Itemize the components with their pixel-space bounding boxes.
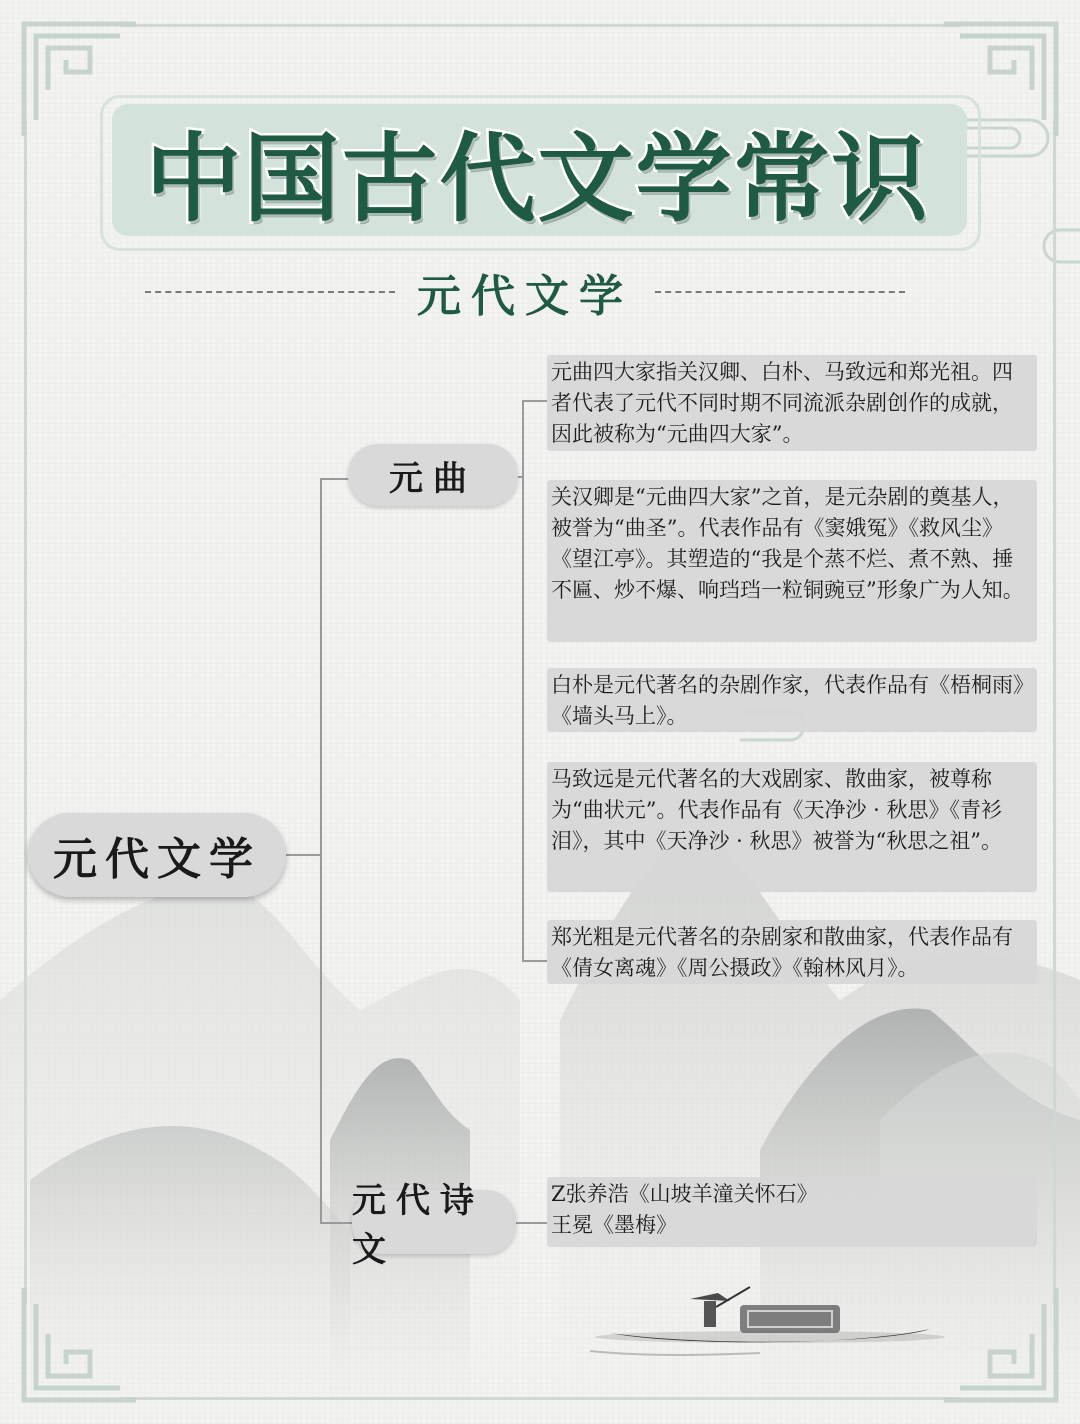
subtitle-row (145, 262, 905, 322)
leaf-four-masters: 元曲四大家指关汉卿、白朴、马致远和郑光祖。四者代表了元代不同时期不同流派杂剧创作的成就，因此被称为“元曲四大家”。 (547, 355, 1037, 451)
leaf-ma-zhiyuan: 马致远是元代著名的大戏剧家、散曲家，被尊称为“曲状元”。代表作品有《天净沙 · 秋思》《青衫泪》，其中《天净沙 · 秋思》被誉为“秋思之祖”。 (547, 762, 1037, 892)
connector-leaf5 (522, 960, 547, 962)
border-top (120, 24, 960, 27)
connector-shiwen-leaf (516, 1222, 547, 1224)
connector-root-stem (286, 854, 320, 856)
poetry-work-item: Z张养浩《山坡羊潼关怀石》 (551, 1182, 818, 1206)
connector-to-yuanqu (320, 478, 350, 480)
page-subtitle: 元代文学 (417, 271, 633, 322)
page-title: 中国古代文学常识 (145, 122, 930, 235)
border-left (24, 120, 27, 1304)
poetry-work-item: 王冕《墨梅》 (551, 1213, 677, 1237)
leaf-zheng-guangzu: 郑光粗是元代著名的杂剧家和散曲家，代表作品有《倩女离魂》《周公摄政》《翰林风月》。 (547, 920, 1037, 984)
subtitle-dash-left (145, 291, 395, 293)
connector-root-trunk (320, 478, 322, 1224)
root-node: 元代文学 (28, 813, 286, 897)
connector-leaf1 (522, 400, 547, 402)
boat-illustration (590, 1285, 950, 1375)
fretwork-corner-bottom-left (20, 1284, 140, 1404)
leaf-bai-pu: 白朴是元代著名的杂剧作家，代表作品有《梧桐雨》《墙头马上》。 (547, 668, 1037, 732)
leaf-poetry-works (547, 1177, 1037, 1247)
connector-yuanqu-trunk (522, 400, 524, 962)
branch-node-yuanqu: 元曲 (348, 444, 518, 506)
branch-node-poetry-prose: 元代诗文 (352, 1190, 516, 1254)
leaf-guan-hanqing: 关汉卿是“元曲四大家”之首，是元杂剧的奠基人，被誉为“曲圣”。代表作品有《窦娥冤》《救风尘》《望江亭》。其塑造的“我是个蒸不烂、煮不熟、捶不匾、炒不爆、响珰珰一粒铜豌豆”形象广为人知。 (547, 480, 1037, 642)
border-right (1053, 120, 1056, 1304)
subtitle-dash-right (655, 291, 905, 293)
fretwork-corner-bottom-right (940, 1284, 1060, 1404)
border-bottom (120, 1397, 960, 1400)
connector-to-shiwen (320, 1222, 354, 1224)
